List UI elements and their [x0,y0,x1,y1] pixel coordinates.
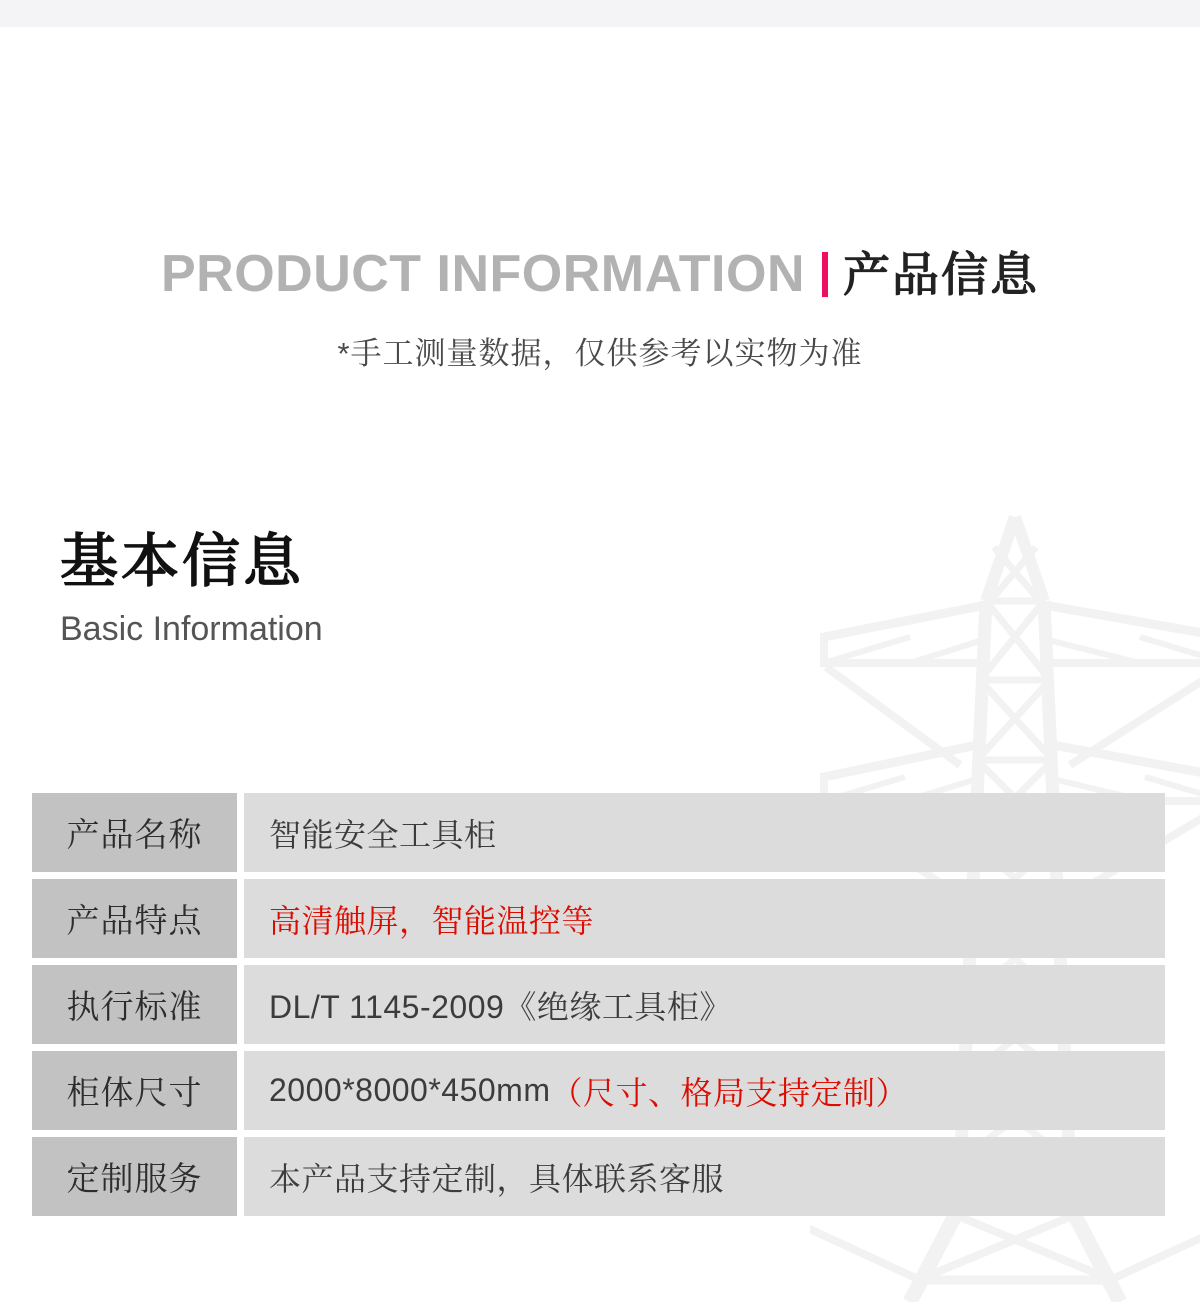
header-title-en: PRODUCT INFORMATION [160,245,806,303]
spec-value: 本产品支持定制，具体联系客服 [244,1137,1165,1216]
measurement-disclaimer: *手工测量数据，仅供参考以实物为准 [337,336,863,371]
spec-label: 定制服务 [32,1137,237,1216]
section-title-cn: 基本信息 [60,529,305,594]
table-row [32,1051,1165,1130]
spec-label: 产品名称 [32,793,237,872]
spec-value [244,1051,1165,1130]
spec-label: 执行标准 [32,965,237,1044]
top-strip [0,0,1200,27]
basic-info-section-head [60,530,323,649]
spec-table [32,793,1165,1216]
header-title-cn: 产品信息 [843,247,1040,301]
table-row [32,1137,1165,1216]
spec-value-note: （尺寸、格局支持定制） [550,1074,908,1111]
spec-value-main: 2000*8000*450mm [269,1072,551,1108]
header-divider [822,252,828,297]
spec-value: DL/T 1145-2009《绝缘工具柜》 [244,965,1165,1044]
spec-label: 柜体尺寸 [32,1051,237,1130]
spec-value: 智能安全工具柜 [244,793,1165,872]
section-title-en: Basic Information [60,609,323,648]
spec-label: 产品特点 [32,879,237,958]
spec-value: 高清触屏，智能温控等 [244,879,1165,958]
table-row [32,965,1165,1044]
product-information-header [0,244,1200,304]
table-row [32,793,1165,872]
table-row [32,879,1165,958]
